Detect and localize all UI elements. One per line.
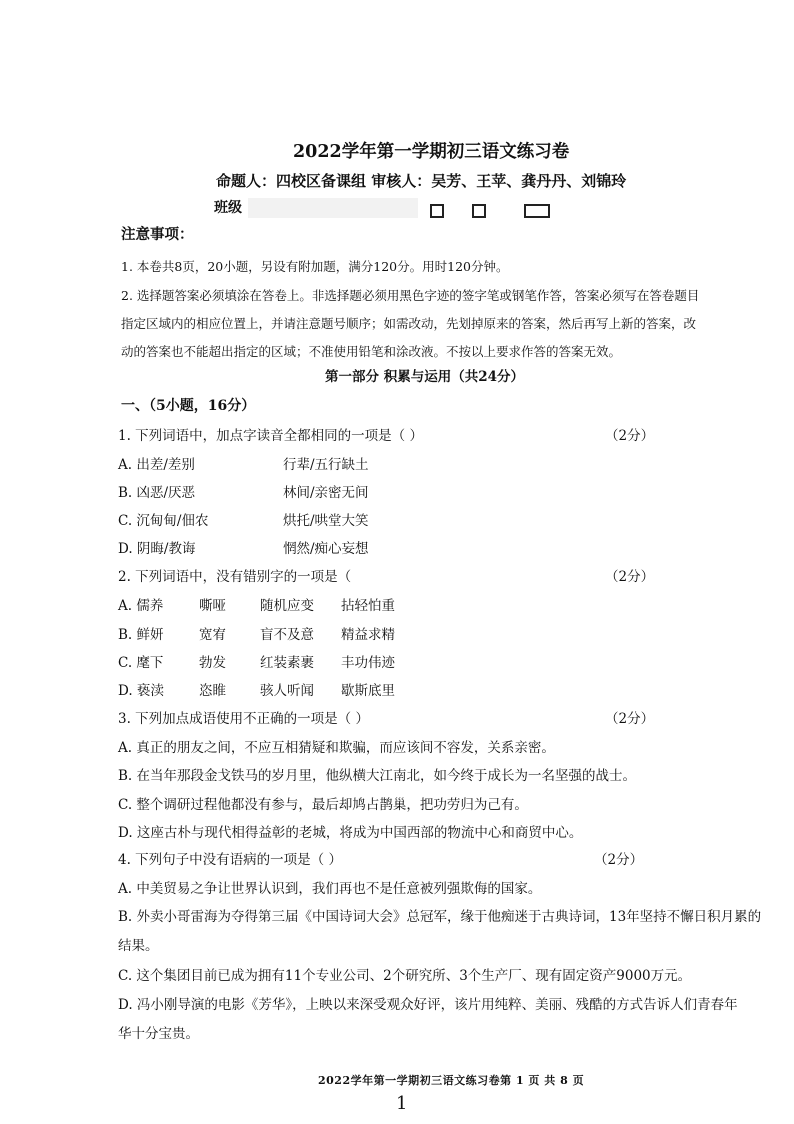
option-item: A. 真正的朋友之间，不应互相猜疑和欺骗，而应该间不容发，关系亲密。 bbox=[118, 740, 555, 756]
option-item: 嘶哑 bbox=[199, 598, 226, 614]
exam-authors: 命题人：四校区备课组 审核人：吴芳、王苹、龚丹丹、刘锦玲 bbox=[216, 172, 627, 190]
option-item: 宽宥 bbox=[199, 627, 226, 643]
option-item: A. 出差/差别 bbox=[118, 457, 195, 473]
redaction-mark bbox=[248, 198, 418, 218]
option-item: D. 这座古朴与现代相得益彰的老城，将成为中国西部的物流中心和商贸中心。 bbox=[118, 825, 583, 841]
option-item: 林间/亲密无间 bbox=[283, 485, 369, 501]
question-stem: 2. 下列词语中，没有错别字的一项是（ bbox=[118, 569, 352, 585]
notice-line: 动的答案也不能超出指定的区域；不准使用铅笔和涂改液。不按以上要求作答的答案无效。 bbox=[121, 344, 622, 359]
option-item: 骇人听闻 bbox=[260, 683, 314, 699]
exam-title: 2022学年第一学期初三语文练习卷 bbox=[293, 142, 570, 162]
option-item: 结果。 bbox=[118, 938, 159, 954]
option-item: 盲不及意 bbox=[260, 627, 314, 643]
option-item: 行辈/五行缺土 bbox=[283, 457, 369, 473]
option-item: 惘然/痴心妄想 bbox=[283, 541, 369, 557]
notice-line: 1. 本卷共8页，20小题，另设有附加题，满分120分。用时120分钟。 bbox=[121, 259, 509, 274]
info-box bbox=[472, 204, 486, 218]
option-item: B. 在当年那段金戈铁马的岁月里，他纵横大江南北，如今终于成长为一名坚强的战士。 bbox=[118, 768, 637, 784]
option-item: C. 整个调研过程他都没有参与，最后却鸠占鹊巢，把功劳归为己有。 bbox=[118, 797, 528, 813]
option-item: C. 这个集团目前已成为拥有11个专业公司、2个研究所、3个生产厂、现有固定资产9000万元。 bbox=[118, 968, 692, 984]
question-points: （2分） bbox=[605, 428, 655, 444]
option-item: B. 凶恶/厌恶 bbox=[118, 485, 196, 501]
page-footer: 2022学年第一学期初三语文练习卷第 1 页 共 8 页 bbox=[318, 1074, 585, 1087]
option-item: 红装素裹 bbox=[260, 655, 314, 671]
option-item: 恣睢 bbox=[199, 683, 226, 699]
option-item: B. 外卖小哥雷海为夺得第三届《中国诗词大会》总冠军，缘于他痴迷于古典诗词，13年坚持不懈日积月累的 bbox=[118, 909, 762, 925]
option-item: A. 中美贸易之争让世界认识到，我们再也不是任意被列强欺侮的国家。 bbox=[118, 881, 542, 897]
option-item: 歇斯底里 bbox=[341, 683, 395, 699]
option-item: A. 儒养 bbox=[118, 598, 164, 614]
notice-line: 指定区域内的相应位置上，并请注意题号顺序；如需改动，先划掉原来的答案，然后再写上新的答案，改 bbox=[121, 316, 697, 331]
page-number: 1 bbox=[396, 1093, 408, 1114]
question-stem: 4. 下列句子中没有语病的一项是（ ） bbox=[118, 852, 342, 868]
option-item: D. 亵渎 bbox=[118, 683, 164, 699]
option-item: 丰功伟迹 bbox=[341, 655, 395, 671]
notice-line: 2. 选择题答案必须填涂在答卷上。非选择题必须用黑色字迹的签字笔或钢笔作答，答案必须写在答卷题目 bbox=[121, 288, 700, 303]
question-stem: 3. 下列加点成语使用不正确的一项是（ ） bbox=[118, 711, 369, 727]
section-title: 第一部分 积累与运用（共24分） bbox=[325, 369, 524, 385]
option-item: 勃发 bbox=[199, 655, 226, 671]
option-item: 拈轻怕重 bbox=[341, 598, 395, 614]
option-item: C. 沉甸甸/佃农 bbox=[118, 513, 209, 529]
question-points: （2分） bbox=[605, 569, 655, 585]
option-item: 精益求精 bbox=[341, 627, 395, 643]
part-heading: 一、（5小题，16分） bbox=[121, 398, 256, 414]
question-stem: 1. 下列词语中，加点字读音全都相同的一项是（ ） bbox=[118, 428, 423, 444]
option-item: D. 阴晦/教诲 bbox=[118, 541, 196, 557]
question-points: （2分） bbox=[605, 711, 655, 727]
option-item: 华十分宝贵。 bbox=[118, 1026, 199, 1042]
notice-heading: 注意事项： bbox=[121, 226, 194, 243]
info-box bbox=[430, 204, 444, 218]
option-item: D. 冯小刚导演的电影《芳华》，上映以来深受观众好评，该片用纯粹、美丽、残酷的方式告诉人们青春年 bbox=[118, 997, 738, 1013]
info-box bbox=[524, 204, 550, 218]
option-item: 烘托/哄堂大笑 bbox=[283, 513, 369, 529]
question-points: （2分） bbox=[594, 852, 644, 868]
option-item: C. 麾下 bbox=[118, 655, 164, 671]
option-item: 随机应变 bbox=[260, 598, 314, 614]
class-label: 班级 bbox=[214, 200, 242, 216]
option-item: B. 鲜妍 bbox=[118, 627, 164, 643]
info-boxes bbox=[430, 204, 560, 218]
